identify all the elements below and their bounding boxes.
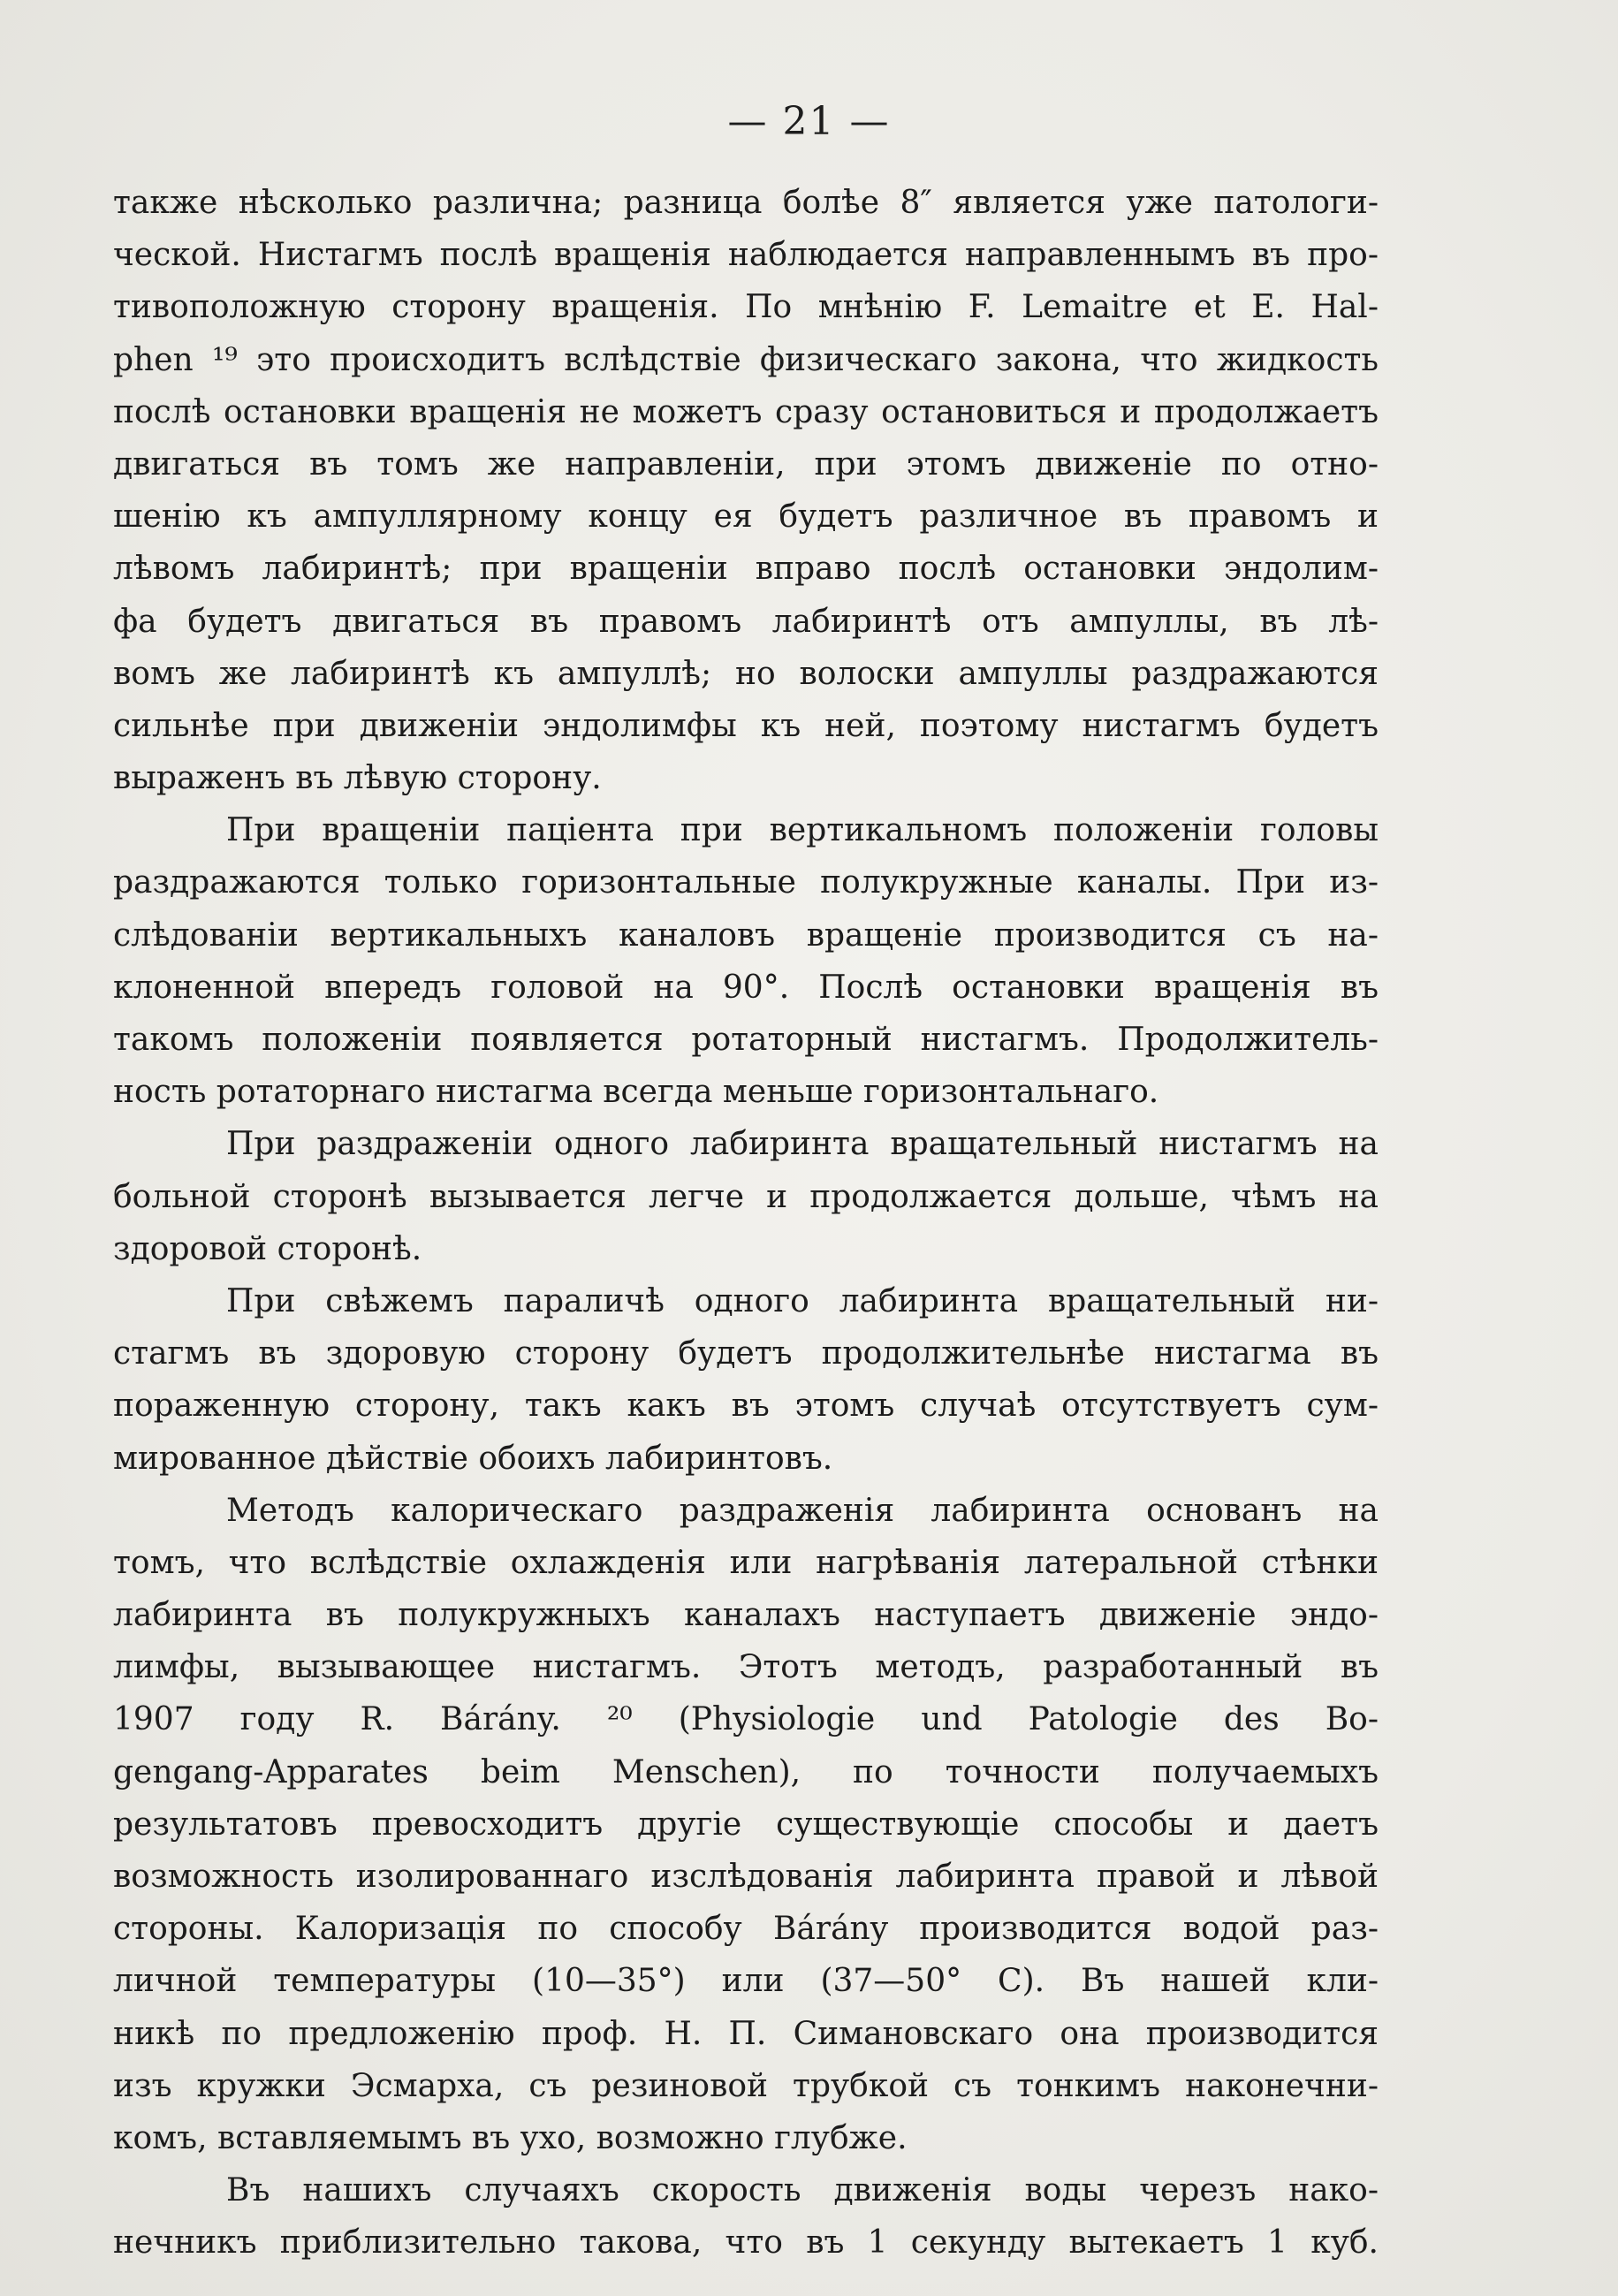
text-line: ческой. Нистагмъ послѣ вращенія наблюдается направленнымъ въ про-	[113, 237, 1379, 274]
text-line: лимфы, вызывающее нистагмъ. Этотъ методъ, разработанный въ	[113, 1649, 1379, 1686]
text-line: вомъ же лабиринтѣ къ ампуллѣ; но волоски ампуллы раздражаются	[113, 655, 1379, 692]
text-line: стагмъ въ здоровую сторону будетъ продолжительнѣе нистагма въ	[113, 1335, 1379, 1372]
text-line: результатовъ превосходитъ другіе существующіе способы и даетъ	[113, 1806, 1379, 1843]
text-line: двигаться въ томъ же направленіи, при этомъ движеніе по отно-	[113, 445, 1379, 483]
page-number: — 21 —	[727, 99, 891, 144]
text-line: gengang-Apparates beim Menschen), по точности получаемыхъ	[113, 1753, 1379, 1790]
text-line: комъ, вставляемымъ въ ухо, возможно глубже.	[113, 2119, 908, 2156]
text-line: шенію къ ампуллярному концу ея будетъ различное въ правомъ и	[113, 498, 1379, 536]
text-line: больной сторонѣ вызывается легче и продолжается дольше, чѣмъ на	[113, 1178, 1379, 1215]
text-line: такомъ положеніи появляется ротаторный нистагмъ. Продолжитель-	[113, 1022, 1379, 1058]
text-line: ность ротаторнаго нистагма всегда меньше горизонтальнаго.	[113, 1074, 1159, 1111]
text-line: При вращеніи паціента при вертикальномъ положеніи головы	[226, 812, 1379, 849]
text-line: фа будетъ двигаться въ правомъ лабиринтѣ отъ ампуллы, въ лѣ-	[113, 603, 1379, 640]
text-line: клоненной впередъ головой на 90°. Послѣ остановки вращенія въ	[113, 969, 1379, 1006]
text-line: возможность изолированнаго изслѣдованія лабиринта правой и лѣвой	[113, 1859, 1379, 1895]
text-line: также нѣсколько различна; разница болѣе 8″ является уже патологи-	[113, 185, 1379, 221]
text-line: лѣвомъ лабиринтѣ; при вращеніи вправо послѣ остановки эндолим-	[113, 551, 1379, 588]
text-line: Методъ калорическаго раздраженія лабиринта основанъ на	[226, 1492, 1379, 1529]
text-line: слѣдованіи вертикальныхъ каналовъ вращеніе производится съ на-	[113, 916, 1379, 954]
text-line: лабиринта въ полукружныхъ каналахъ наступаетъ движеніе эндо-	[113, 1597, 1379, 1634]
text-line: здоровой сторонѣ.	[113, 1230, 422, 1267]
text-line: тивоположную сторону вращенія. По мнѣнію F. Lemaitre et E. Hal-	[113, 289, 1379, 326]
text-line: выраженъ въ лѣвую сторону.	[113, 760, 602, 797]
text-line: При свѣжемъ параличѣ одного лабиринта вращательный ни-	[226, 1282, 1379, 1319]
text-line: phen ¹⁹ это происходитъ вслѣдствіе физическаго закона, что жидкость	[113, 341, 1379, 378]
text-line: никѣ по предложенію проф. Н. П. Симановскаго она производится	[113, 2015, 1379, 2052]
body-text	[113, 177, 1379, 2269]
text-line: При раздраженіи одного лабиринта вращательный нистагмъ на	[226, 1126, 1379, 1163]
text-line: мированное дѣйствіе обоихъ лабиринтовъ.	[113, 1440, 833, 1477]
text-line: нечникъ приблизительно такова, что въ 1 секунду вытекаетъ 1 куб.	[113, 2224, 1379, 2262]
text-line: личной температуры (10—35°) или (37—50° С). Въ нашей кли-	[113, 1963, 1379, 2000]
text-line: послѣ остановки вращенія не можетъ сразу остановиться и продолжаетъ	[113, 393, 1379, 430]
text-line: пораженную сторону, такъ какъ въ этомъ случаѣ отсутствуетъ сум-	[113, 1387, 1379, 1425]
text-line: томъ, что вслѣдствіе охлажденія или нагрѣванія латеральной стѣнки	[113, 1544, 1379, 1581]
text-line: стороны. Калоризація по способу Bárány производится водой раз-	[113, 1911, 1379, 1948]
text-line: сильнѣе при движеніи эндолимфы къ ней, поэтому нистагмъ будетъ	[113, 707, 1379, 744]
text-line: 1907 году R. Bárány. ²⁰ (Physiologie und Patologie des Bo-	[113, 1701, 1379, 1738]
text-line: раздражаются только горизонтальные полукружные каналы. При из-	[113, 864, 1379, 901]
text-line: изъ кружки Эсмарха, съ резиновой трубкой съ тонкимъ наконечни-	[113, 2067, 1379, 2104]
text-line: Въ нашихъ случаяхъ скорость движенія воды черезъ нако-	[226, 2172, 1379, 2209]
